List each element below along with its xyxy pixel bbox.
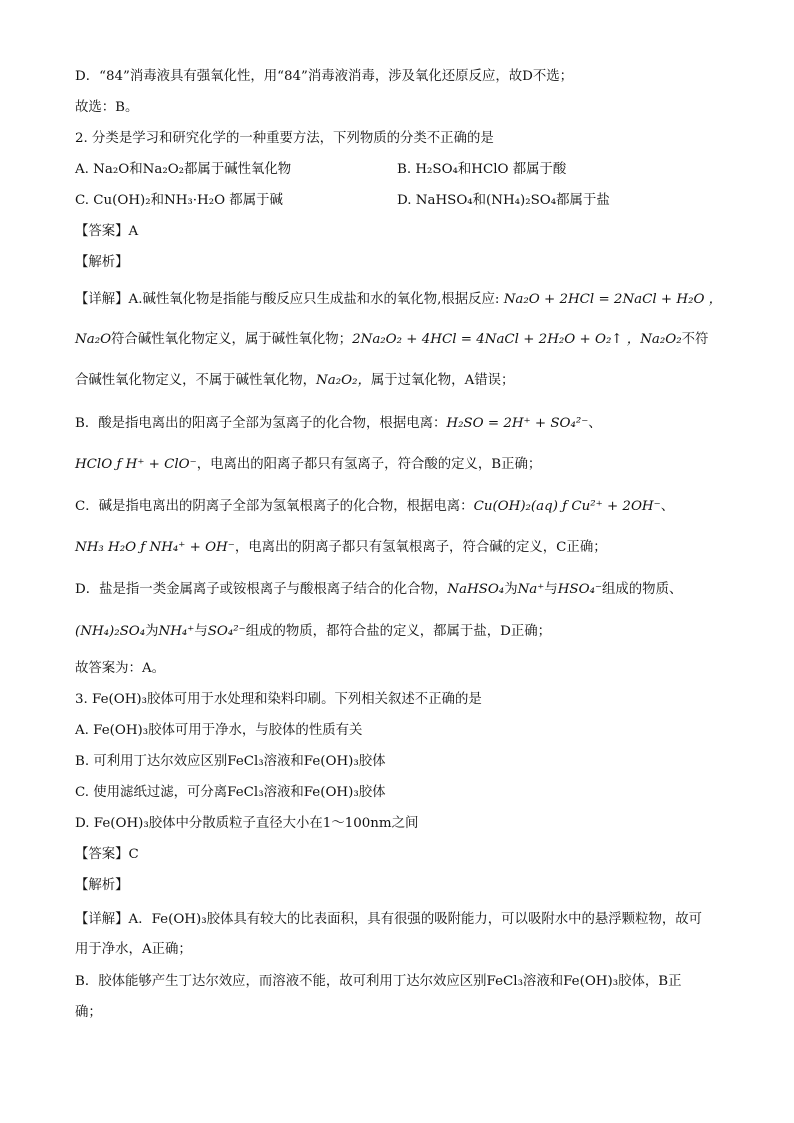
equation: H₂SO = 2H⁺ + SO₄²⁻ — [446, 416, 589, 431]
formula: Na⁺ — [517, 582, 545, 597]
formula: HSO₄⁻ — [557, 582, 603, 597]
text: ，电离出的阳离子都只有氢离子，符合酸的定义，B正确； — [196, 457, 542, 472]
option-2a: A. Na₂O和Na₂O₂都属于碱性氧化物 — [75, 162, 292, 177]
formula: Na₂O₂， — [316, 373, 371, 388]
text-line — [75, 371, 514, 391]
text: 、 — [660, 499, 675, 514]
text: 与 — [194, 624, 208, 639]
text: 不符 — [681, 332, 709, 347]
text-line: 故选：B。 — [75, 100, 139, 115]
text: 符合碱性氧化物定义，属于碱性氧化物； — [111, 332, 353, 347]
text: ，电离出的阴离子都只有氢氧根离子，符合碱的定义，C正确； — [234, 540, 607, 555]
text: D．盐是指一类金属离子或铵根离子与酸根离子结合的化合物， — [75, 582, 448, 597]
text-line: 故答案为：A。 — [75, 661, 166, 676]
text-line: 用于净水，A正确； — [75, 942, 192, 957]
text-line — [75, 497, 674, 517]
text-line: D．“84”消毒液具有强氧化性，用“84”消毒液消毒，涉及氧化还原反应，故D不选； — [75, 69, 574, 84]
option-3b: B. 可利用丁达尔效应区别FeCl₃溶液和Fe(OH)₃胶体 — [75, 754, 386, 769]
question-2-stem: 2. 分类是学习和研究化学的一种重要方法，下列物质的分类不正确的是 — [75, 131, 494, 146]
text-line — [75, 580, 682, 600]
text: 属于过氧化物，A错误； — [370, 373, 515, 388]
formula: (NH₄)₂SO₄ — [75, 624, 146, 639]
equation: NH₃ H₂O ƒ NH₄⁺ + OH⁻ — [75, 540, 235, 555]
text-line — [75, 330, 708, 350]
text: 【详解】A.碱性氧化物是指能与酸反应只生成盐和水的氧化物,根据反应: — [75, 292, 500, 307]
answer-label: 【答案】A — [75, 224, 139, 239]
text: 组成的物质、 — [602, 582, 683, 597]
text: B．酸是指电离出的阳离子全部为氢离子的化合物，根据电离： — [75, 416, 447, 431]
answer-label: 【答案】C — [75, 847, 139, 862]
option-3d: D. Fe(OH)₃胶体中分散质粒子直径大小在1～100nm之间 — [75, 816, 419, 831]
question-3-stem: 3. Fe(OH)₃胶体可用于水处理和染料印刷。下列相关叙述不正确的是 — [75, 692, 482, 707]
text-line: 【详解】A．Fe(OH)₃胶体具有较大的比表面积，具有很强的吸附能力，可以吸附水中的悬浮颗粒物，故可 — [75, 912, 703, 927]
option-2d: D. NaHSO₄和(NH₄)₂SO₄都属于盐 — [397, 193, 610, 208]
formula: Na₂O₂ — [640, 332, 682, 347]
text-line — [75, 455, 541, 475]
equation: 2Na₂O₂ + 4HCl = 4NaCl + 2H₂O + O₂↑ ， — [352, 332, 641, 347]
equation: Cu(OH)₂(aq) ƒ Cu²⁺ + 2OH⁻ — [473, 499, 661, 514]
formula: Na₂O — [75, 332, 112, 347]
text: 、 — [588, 416, 602, 431]
equation: Na₂O + 2HCl = 2NaCl + H₂O ， — [503, 292, 723, 307]
analysis-label: 【解析】 — [75, 878, 129, 893]
option-3c: C. 使用滤纸过滤，可分离FeCl₃溶液和Fe(OH)₃胶体 — [75, 785, 386, 800]
text-line — [75, 414, 602, 434]
analysis-label: 【解析】 — [75, 255, 129, 270]
formula: NaHSO₄ — [447, 582, 505, 597]
text: C．碱是指电离出的阴离子全部为氢氧根离子的化合物，根据电离： — [75, 499, 474, 514]
option-2c: C. Cu(OH)₂和NH₃·H₂O 都属于碱 — [75, 193, 283, 208]
text-line: B．胶体能够产生丁达尔效应，而溶液不能，故可利用丁达尔效应区别FeCl₃溶液和Fe(OH)₃胶体，B正 — [75, 974, 682, 989]
formula: SO₄²⁻ — [207, 624, 246, 639]
option-3a: A. Fe(OH)₃胶体可用于净水，与胶体的性质有关 — [75, 723, 363, 738]
text-line — [75, 538, 607, 558]
text: 与 — [544, 582, 558, 597]
text-line — [75, 290, 722, 310]
text: 组成的物质，都符合盐的定义，都属于盐，D正确； — [245, 624, 552, 639]
text: 为 — [504, 582, 518, 597]
text: 合碱性氧化物定义，不属于碱性氧化物， — [75, 373, 317, 388]
text-line: 确； — [75, 1005, 102, 1020]
formula: NH₄⁺ — [158, 624, 195, 639]
text-line — [75, 622, 551, 642]
option-2b: B. H₂SO₄和HClO 都属于酸 — [397, 162, 567, 177]
equation: HClO ƒ H⁺ + ClO⁻ — [75, 457, 197, 472]
text: 为 — [145, 624, 159, 639]
